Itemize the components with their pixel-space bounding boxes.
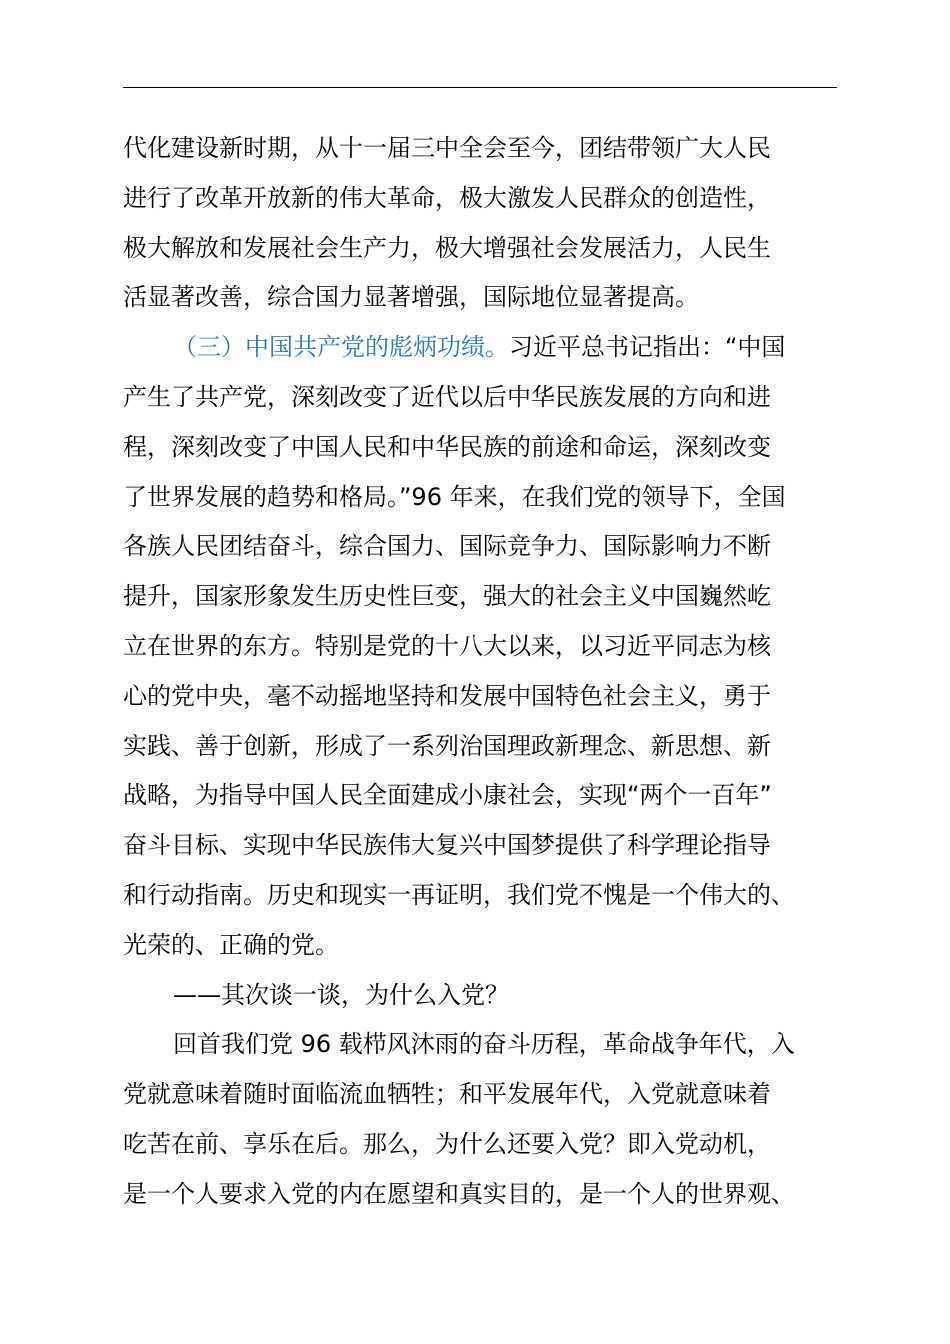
- text-line-rest: 习近平总书记指出：“中国: [509, 333, 786, 362]
- text-line: 回首我们党 96 载栉风沐雨的奋斗历程，革命战争年代，入: [173, 1030, 795, 1059]
- text-line: 了世界发展的趋势和格局。”96 年来，在我们党的领导下，全国: [123, 482, 786, 511]
- text-line: 奋斗目标、实现中华民族伟大复兴中国梦提供了科学理论指导: [123, 831, 771, 860]
- text-line: 心的党中央，毫不动摇地坚持和发展中国特色社会主义，勇于: [123, 681, 771, 710]
- text-line: 进行了改革开放新的伟大革命，极大激发人民群众的创造性，: [123, 183, 771, 212]
- text-line: 战略，为指导中国人民全面建成小康社会，实现“两个一百年”: [123, 781, 772, 810]
- page-body: [123, 124, 843, 1220]
- subheading-line: ——其次谈一谈，为什么入党？: [173, 980, 509, 1009]
- text-line: 程，深刻改变了中国人民和中华民族的前途和命运，深刻改变: [123, 432, 771, 461]
- text-line: 产生了共产党，深刻改变了近代以后中华民族发展的方向和进: [123, 382, 771, 411]
- text-line: 吃苦在前、享乐在后。那么，为什么还要入党？即入党动机，: [123, 1129, 771, 1158]
- text-line: 提升，国家形象发生历史性巨变，强大的社会主义中国巍然屹: [123, 582, 771, 611]
- section-heading: （三）中国共产党的彪炳功绩。: [173, 333, 509, 362]
- text-line: 实践、善于创新，形成了一系列治国理政新理念、新思想、新: [123, 731, 771, 760]
- text-line: 活显著改善，综合国力显著增强，国际地位显著提高。: [123, 283, 699, 312]
- text-line: 是一个人要求入党的内在愿望和真实目的，是一个人的世界观、: [123, 1179, 795, 1208]
- text-line: 各族人民团结奋斗，综合国力、国际竞争力、国际影响力不断: [123, 532, 771, 561]
- text-line: 极大解放和发展社会生产力，极大增强社会发展活力，人民生: [123, 233, 771, 262]
- text-line: 和行动指南。历史和现实一再证明，我们党不愧是一个伟大的、: [123, 880, 795, 909]
- text-line: 立在世界的东方。特别是党的十八大以来，以习近平同志为核: [123, 631, 771, 660]
- text-line: 代化建设新时期，从十一届三中全会至今，团结带领广大人民: [123, 134, 771, 162]
- section-heading-line: [123, 323, 843, 373]
- text-line: 光荣的、正确的党。: [123, 930, 339, 959]
- text-line: 党就意味着随时面临流血牺牲；和平发展年代，入党就意味着: [123, 1080, 771, 1109]
- header-rule: [123, 87, 837, 88]
